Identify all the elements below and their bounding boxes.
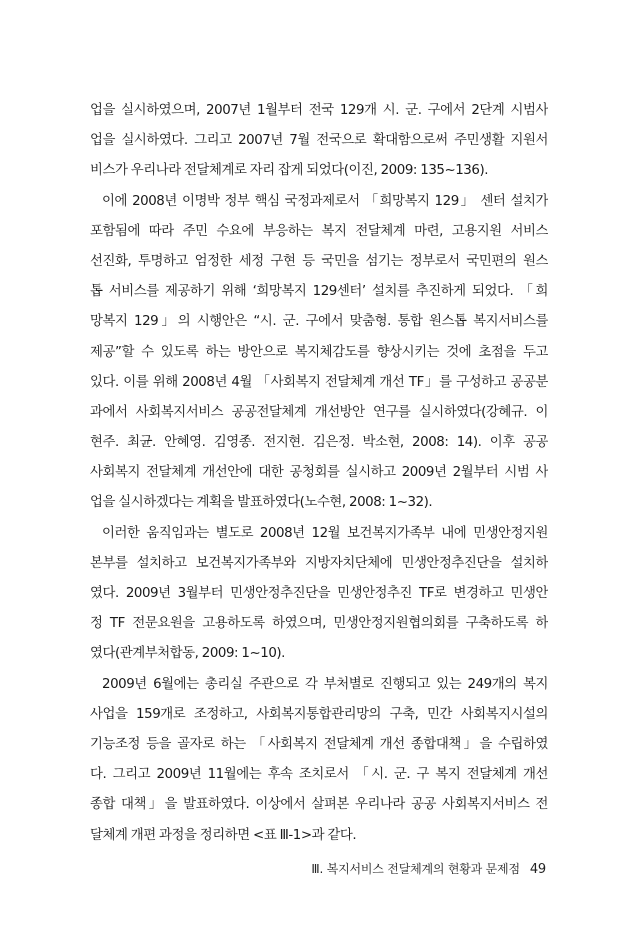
text-line: 제공”할 수 있도록 하는 방안으로 복지체감도를 향상시키는 것에 초점을 두고	[90, 344, 548, 360]
chapter-title: Ⅲ. 복지서비스 전달체계의 현황과 문제점	[311, 862, 520, 876]
text-line: 기능조정 등을 골자로 하는 「사회복지 전달체계 개선 종합대책」을 수립하였	[90, 736, 548, 752]
text-line: 이러한 움직임과는 별도로 2008년 12월 보건복지가족부 내에 민생안정지원	[102, 525, 548, 541]
text-line: 선진화, 투명하고 엄정한 세정 구현 등 국민을 섬기는 정부로서 국민편의 원스	[90, 253, 548, 269]
text-line: 있다. 이를 위해 2008년 4월 「사회복지 전달체계 개선 TF」를 구성하고 공공분	[90, 374, 548, 390]
text-line: 사업을 159개로 조정하고, 사회복지통합관리망의 구축, 민간 사회복지시설의	[90, 706, 548, 722]
text-line: 톱 서비스를 제공하기 위해 ‘희망복지 129센터’ 설치를 추진하게 되었다. 「희	[90, 284, 548, 300]
text-line: 업을 실시하겠다는 계획을 발표하였다(노수현, 2008: 1~32).	[90, 495, 433, 511]
text-line: 과에서 사회복지서비스 공공전달체계 개선방안 연구를 실시하였다(강혜규. 이	[90, 404, 548, 420]
text-line: 다. 그리고 2009년 11월에는 후속 조치로서 「시. 군. 구 복지 전달체계 개선	[90, 767, 548, 783]
text-line: 였다. 2009년 3월부터 민생안정추진단을 민생안정추진 TF로 변경하고 민생안	[90, 586, 548, 601]
text-line: 비스가 우리나라 전달체계로 자리 잡게 되었다(이진, 2009: 135~136).	[90, 163, 489, 179]
text-line: 2009년 6월에는 총리실 주관으로 각 부처별로 진행되고 있는 249개의 복지	[102, 676, 548, 692]
text-line: 현주. 최균. 안혜영. 김영종. 전지현. 김은정. 박소현, 2008: 14). 이후 공공	[90, 435, 548, 451]
text-line: 였다(관계부처합동, 2009: 1~10).	[90, 646, 285, 662]
text-line: 종합 대책」을 발표하였다. 이상에서 살펴본 우리나라 공공 사회복지서비스 전	[90, 797, 548, 813]
body-text	[90, 96, 548, 851]
text-line: 달체계 개편 과정을 정리하면 <표 Ⅲ-1>과 같다.	[90, 827, 357, 843]
text-line: 사회복지 전달체계 개선안에 대한 공청회를 실시하고 2009년 2월부터 시범 사	[90, 465, 548, 481]
text-line: 이에 2008년 이명박 정부 핵심 국정과제로서 「희망복지 129」 센터 설치가	[102, 193, 548, 209]
text-line: 업을 실시하였다. 그리고 2007년 7월 전국으로 확대함으로써 주민생활 지원서	[90, 133, 548, 149]
text-line: 정 TF 전문요원을 고용하도록 하였으며, 민생안정지원협의회를 구축하도록 하	[90, 616, 548, 632]
text-line: 망복지 129」의 시행안은 “시. 군. 구에서 맞춤형. 통합 원스톱 복지서비스를	[90, 314, 548, 330]
text-line: 본부를 설치하고 보건복지가족부와 지방자치단체에 민생안정추진단을 설치하	[90, 555, 548, 571]
text-line: 업을 실시하였으며, 2007년 1월부터 전국 129개 시. 군. 구에서 2단계 시범사	[90, 103, 548, 118]
page-footer	[311, 860, 546, 877]
text-line: 포함됨에 따라 주민 수요에 부응하는 복지 전달체계 마련, 고용지원 서비스	[90, 223, 548, 239]
page-number: 49	[529, 862, 546, 877]
